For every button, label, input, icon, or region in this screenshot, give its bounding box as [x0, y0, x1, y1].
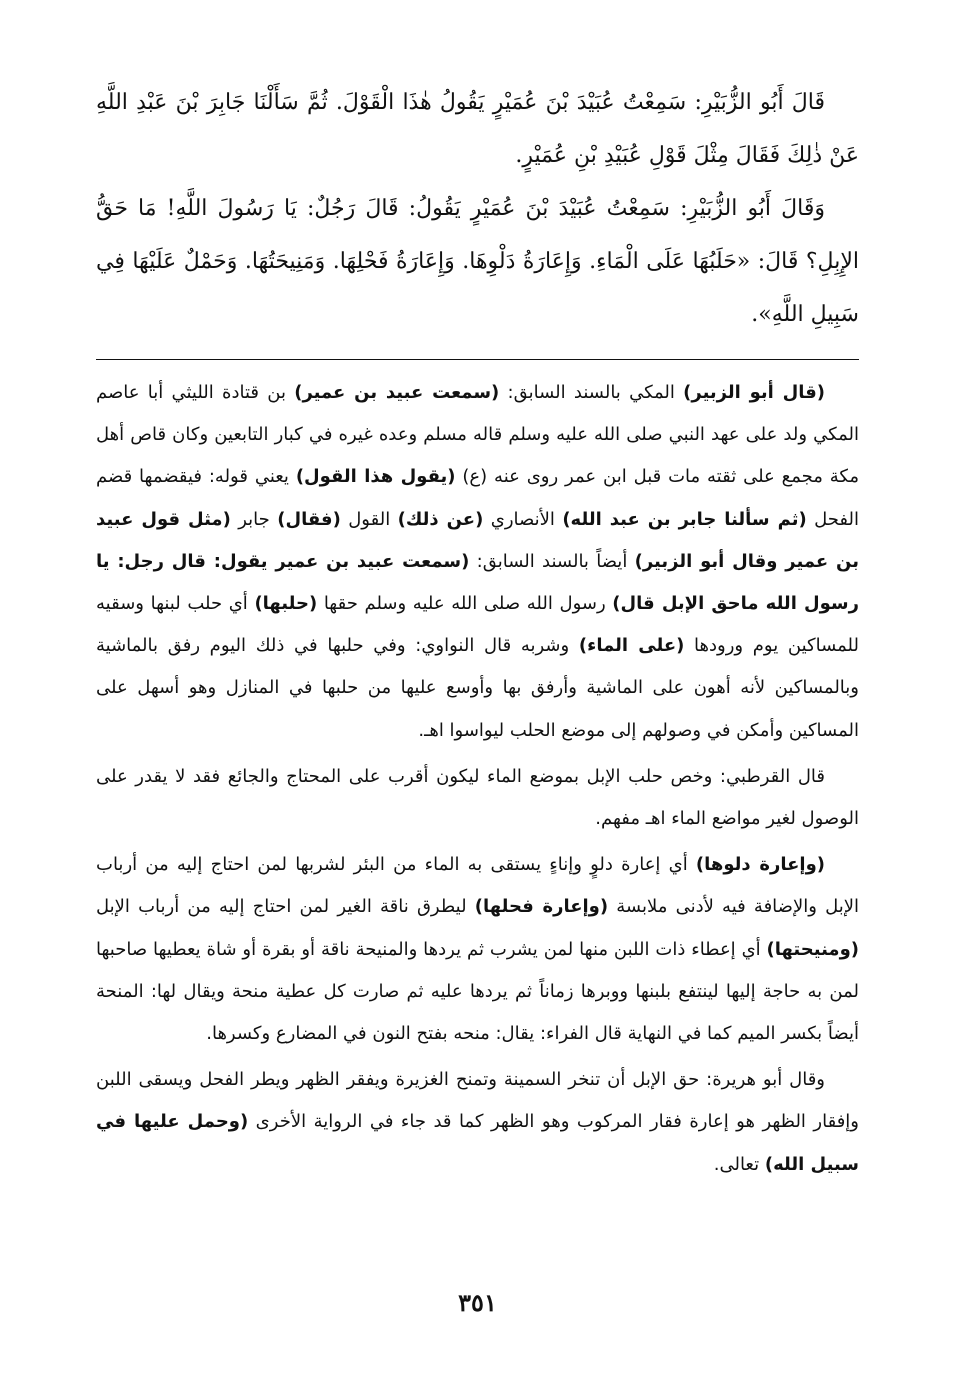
page-number: ٣٥١ [458, 1288, 497, 1317]
quoted-phrase: (على الماء) [578, 635, 685, 657]
quoted-phrase: (سمعت عبيد بن عمير) [294, 382, 500, 403]
commentary-text: أي إعطاء ذات اللبن منها لمن يشرب ثم يردها والمنيحة ناقة أو بقرة أو شاة يعطيها صاحبها لمن به حاجة إليها لينتفع بلبنها ووبرها زماناً ثم يردها عليه ثم صارت كل عطية منحة ويقال لها: المنحة أيضاً بكسر الميم كما في النهاية قال الفراء: يقال: منحه بفتح النون في المضارع وكسرها. [96, 938, 859, 1045]
hadith-paragraph-1: قَالَ أَبُو الزُّبَيْرِ: سَمِعْتُ عُبَيْدَ بْنَ عُمَيْرٍ يَقُولُ هٰذَا الْقَوْلَ. ثُمَّ سَأَلْنَا جَابِرَ بْنَ عَبْدِ اللَّهِ عَنْ ذٰلِكَ فَقَالَ مِثْلَ قَوْلِ عُبَيْدِ بْنِ عُمَيْرٍ. [96, 90, 859, 168]
commentary-text: رسول الله صلى الله عليه وسلم حقها [317, 593, 613, 615]
quoted-phrase: (وإعارة فحلها) [474, 896, 609, 918]
commentary-text: ليطرق ناقة الغير لمن احتاج إليه من أرباب الإبل [96, 896, 475, 918]
commentary-text: أيضاً بالسند السابق: [469, 550, 635, 572]
commentary-paragraph-4 [96, 1059, 859, 1186]
hadith-section [96, 76, 859, 341]
quoted-phrase: (يقول هذا القول) [295, 466, 456, 488]
commentary-paragraph-2: قال القرطبي: وخص حلب الإبل بموضع الماء ليكون أقرب على المحتاج والجائع فقد لا يقدر على الوصول لغير مواضع الماء اهـ مفهم. [96, 765, 859, 830]
commentary-section [96, 372, 859, 1190]
commentary-text: أي إعارة دلوٍ وإناءٍ يستقى به الماء من البئر لشربها لمن احتاج إليه من أرباب الإبل والإضافة فيه لأدنى ملابسة [96, 854, 859, 918]
quoted-phrase: (فقال) [277, 508, 341, 530]
commentary-paragraph-1 [96, 372, 859, 752]
quoted-phrase: (وحمل عليها في سبيل الله) [96, 1111, 859, 1175]
quoted-phrase: (مثل قول عبيد بن عمير وقال أبو الزبير) [96, 508, 859, 572]
quoted-phrase: (حلبها) [254, 593, 318, 615]
commentary-text: جابر [230, 508, 278, 530]
commentary-text: الأنصاري [483, 508, 563, 530]
quoted-phrase: (عن ذلك) [397, 508, 484, 530]
commentary-text: المكي بالسند السابق: [499, 382, 684, 403]
quoted-phrase: (سمعت عبيد بن عمير يقول: قال رجل: يا رسول الله ماحق الإبل قال) [96, 550, 859, 615]
commentary-text: يعني قوله: فيقضمها قضم الفحل [96, 466, 859, 530]
quoted-phrase: (ومنيحتها) [766, 938, 859, 960]
hadith-paragraph-2: وَقَالَ أَبُو الزُّبَيْرِ: سَمِعْتُ عُبَيْدَ بْنَ عُمَيْرٍ يَقُولُ: قَالَ رَجُلٌ: يَا رَسُولَ اللَّهِ! مَا حَقُّ الإِبِلِ؟ قَالَ: «حَلَبُهَا عَلَى الْمَاءِ. وَإِعَارَةُ دَلْوِهَا. وَإِعَارَةُ فَحْلِهَا. وَمَنِيحَتُهَا. وَحَمْلٌ عَلَيْهَا فِي سَبِيلِ اللَّهِ». [96, 196, 859, 327]
commentary-text: القول [340, 508, 398, 530]
commentary-text: تعالى. [713, 1153, 765, 1175]
quoted-phrase: (ثم سألنا جابر بن عبد الله) [562, 508, 807, 530]
quoted-phrase: (قال أبو الزبير) [683, 382, 825, 403]
commentary-text: وشربه قال النواوي: وفي حلبها في ذلك اليوم رفق بالماشية وبالمساكين لأنه أهون على الماشية وأرفق بها وأوسع عليها من حلبها في المنازل وهو أسهل على المساكين وأمكن في وصولهم إلى موضع الحلب ليواسوا اهـ. [96, 635, 859, 741]
commentary-paragraph-3 [96, 844, 859, 1055]
commentary-text: أي حلب لبنها وسقيه للمساكين يوم ورودها [96, 593, 860, 657]
commentary-text: وقال أبو هريرة: حق الإبل أن تنخر السمينة وتمنح الغزيرة ويفقر الظهر ويطر الفحل ويسقى اللبن وإفقار الظهر هو إعارة فقار المركوب وهو الظهر كما قد جاء في الرواية الأخرى [96, 1069, 859, 1133]
quoted-phrase: (وإعارة دلوها) [695, 854, 825, 876]
hadith-text-block [96, 76, 859, 341]
footnote-divider [96, 359, 859, 360]
commentary-text: بن قتادة الليثي أبا عاصم المكي ولد على عهد النبي صلى الله عليه وسلم قاله مسلم وعده غيره في كبار التابعين وكان قاص أهل مكة مجمع على ثقته مات قبل ابن عمر روى عنه (ع) [96, 382, 859, 488]
